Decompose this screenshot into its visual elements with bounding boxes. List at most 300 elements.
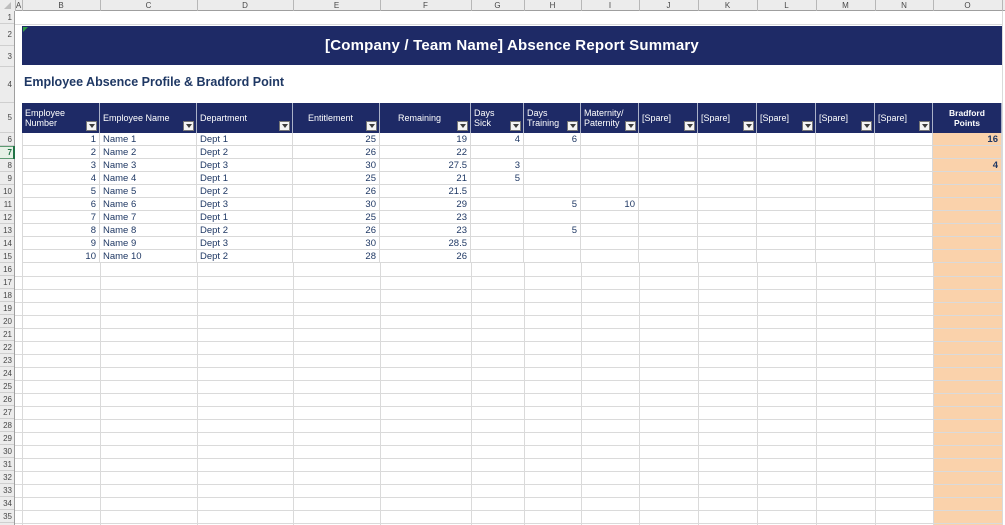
gridline-h — [15, 523, 1002, 524]
section-subtitle: Employee Absence Profile & Bradford Point — [24, 75, 285, 89]
gridline-h — [15, 315, 1002, 316]
cell-days_sick-row5[interactable] — [471, 185, 524, 198]
cell-spare_4-row2[interactable] — [816, 146, 875, 159]
cell-spare_1-row7[interactable] — [639, 211, 698, 224]
row-header-13[interactable]: 13 — [0, 224, 14, 237]
column-header-days_training[interactable] — [524, 103, 581, 133]
gridline-h — [15, 393, 1002, 394]
cell-spare_4-row7[interactable] — [816, 211, 875, 224]
row-header-18[interactable]: 18 — [0, 289, 14, 302]
cell-spare_2-row8[interactable] — [698, 224, 757, 237]
column-tick — [524, 0, 525, 11]
cell-spare_4-row5[interactable] — [816, 185, 875, 198]
cell-entitlement-row10[interactable]: 28 — [293, 250, 380, 263]
gridline-h — [15, 289, 1002, 290]
gridline-h — [15, 406, 1002, 407]
cell-remaining-row7[interactable]: 23 — [380, 211, 471, 224]
row-header-28[interactable]: 28 — [0, 419, 14, 432]
row-header-16[interactable]: 16 — [0, 263, 14, 276]
gridline-h — [15, 354, 1002, 355]
filter-button-spare_1[interactable] — [684, 121, 695, 131]
cell-days_training-row2[interactable] — [524, 146, 581, 159]
cell-remaining-row3[interactable]: 27.5 — [380, 159, 471, 172]
cell-days_training-row4[interactable] — [524, 172, 581, 185]
cell-maternity_paternity-row6[interactable]: 10 — [581, 198, 639, 211]
column-header-letter-N[interactable]: N — [901, 1, 907, 10]
column-tick — [293, 0, 294, 11]
cell-spare_2-row4[interactable] — [698, 172, 757, 185]
cell-bradford_points-row8[interactable] — [933, 224, 1002, 237]
cell-employee_number-row1[interactable]: 1 — [22, 133, 100, 146]
column-tick — [816, 0, 817, 11]
filter-button-employee_number[interactable] — [86, 121, 97, 131]
column-header-employee_name[interactable] — [100, 103, 197, 133]
cell-spare_5-row1[interactable] — [875, 133, 933, 146]
column-header-label: Department — [200, 113, 248, 123]
cell-employee_name-row1[interactable]: Name 1 — [100, 133, 197, 146]
gridline-h — [15, 24, 1002, 25]
filter-dropdown-icon — [805, 124, 811, 128]
cell-bradford_points-row5[interactable] — [933, 185, 1002, 198]
gridline-h — [15, 471, 1002, 472]
cell-spare_1-row8[interactable] — [639, 224, 698, 237]
cell-spare_2-row7[interactable] — [698, 211, 757, 224]
gridline-h — [15, 367, 1002, 368]
cell-spare_2-row10[interactable] — [698, 250, 757, 263]
column-tick — [698, 0, 699, 11]
gridline-v — [471, 263, 472, 525]
cell-spare_5-row3[interactable] — [875, 159, 933, 172]
cell-bradford_points-row6[interactable] — [933, 198, 1002, 211]
filter-dropdown-icon — [186, 124, 192, 128]
cell-bradford_points-row1[interactable]: 16 — [933, 133, 1002, 146]
cell-entitlement-row8[interactable]: 26 — [293, 224, 380, 237]
gridline-v — [875, 263, 876, 525]
row-header-21[interactable]: 21 — [0, 328, 14, 341]
cell-spare_1-row6[interactable] — [639, 198, 698, 211]
row-header-3[interactable]: 3 — [0, 46, 14, 67]
cell-remaining-row4[interactable]: 21 — [380, 172, 471, 185]
gridline-h — [15, 484, 1002, 485]
cell-employee_number-row6[interactable]: 6 — [22, 198, 100, 211]
gridline-h — [15, 380, 1002, 381]
filter-button-days_sick[interactable] — [510, 121, 521, 131]
cell-days_sick-row6[interactable] — [471, 198, 524, 211]
cell-entitlement-row6[interactable]: 30 — [293, 198, 380, 211]
row-header-32[interactable]: 32 — [0, 471, 14, 484]
cell-employee_number-row4[interactable]: 4 — [22, 172, 100, 185]
gridline-v — [933, 263, 934, 525]
column-header-letter-A[interactable]: A — [15, 1, 22, 10]
cell-spare_5-row4[interactable] — [875, 172, 933, 185]
row-header-12[interactable]: 12 — [0, 211, 14, 224]
cell-maternity_paternity-row10[interactable] — [581, 250, 639, 263]
cell-bradford_points-row7[interactable] — [933, 211, 1002, 224]
filter-button-remaining[interactable] — [457, 121, 468, 131]
column-header-label: [Spare] — [642, 113, 672, 123]
cell-employee_number-row9[interactable]: 9 — [22, 237, 100, 250]
column-tick — [1002, 0, 1003, 11]
cell-spare_5-row9[interactable] — [875, 237, 933, 250]
cell-employee_name-row2[interactable]: Name 2 — [100, 146, 197, 159]
cell-employee_number-row7[interactable]: 7 — [22, 211, 100, 224]
cell-days_training-row3[interactable] — [524, 159, 581, 172]
gridline-v — [197, 263, 198, 525]
column-header-letter-B[interactable]: B — [58, 1, 64, 10]
cell-employee_name-row6[interactable]: Name 6 — [100, 198, 197, 211]
cell-maternity_paternity-row3[interactable] — [581, 159, 639, 172]
cell-spare_5-row5[interactable] — [875, 185, 933, 198]
gridline-h — [15, 341, 1002, 342]
cell-days_sick-row9[interactable] — [471, 237, 524, 250]
column-tick — [380, 0, 381, 11]
cell-days_sick-row10[interactable] — [471, 250, 524, 263]
column-header-letter-C[interactable]: C — [145, 1, 152, 10]
cell-days_sick-row1[interactable]: 4 — [471, 133, 524, 146]
cell-days_training-row8[interactable]: 5 — [524, 224, 581, 237]
filter-dropdown-icon — [922, 124, 928, 128]
cell-bradford_points-row9[interactable] — [933, 237, 1002, 250]
row-header-17[interactable]: 17 — [0, 276, 14, 289]
cell-spare_3-row6[interactable] — [757, 198, 816, 211]
cell-spare_4-row4[interactable] — [816, 172, 875, 185]
filter-button-entitlement[interactable] — [366, 121, 377, 131]
column-header-label: [Spare] — [819, 113, 849, 123]
cell-spare_2-row5[interactable] — [698, 185, 757, 198]
column-header-letter-J[interactable]: J — [666, 1, 671, 10]
cell-spare_1-row2[interactable] — [639, 146, 698, 159]
column-header-days_sick[interactable] — [471, 103, 524, 133]
column-header-label: [Spare] — [878, 113, 908, 123]
cell-days_sick-row2[interactable] — [471, 146, 524, 159]
gridline-v — [639, 263, 640, 525]
cell-spare_3-row1[interactable] — [757, 133, 816, 146]
column-header-letter-K[interactable]: K — [724, 1, 731, 10]
row-header-23[interactable]: 23 — [0, 354, 14, 367]
column-header-label: Remaining — [397, 113, 442, 123]
cell-spare_4-row10[interactable] — [816, 250, 875, 263]
cell-spare_3-row10[interactable] — [757, 250, 816, 263]
column-header-spare_2[interactable] — [698, 103, 757, 133]
cell-employee_number-row3[interactable]: 3 — [22, 159, 100, 172]
cell-spare_3-row3[interactable] — [757, 159, 816, 172]
cell-days_sick-row8[interactable] — [471, 224, 524, 237]
cell-spare_1-row10[interactable] — [639, 250, 698, 263]
column-header-label: Employee Number — [25, 108, 66, 128]
cell-employee_name-row5[interactable]: Name 5 — [100, 185, 197, 198]
active-row-indicator — [13, 146, 15, 159]
filter-button-maternity_paternity[interactable] — [625, 121, 636, 131]
cell-bradford_points-row4[interactable] — [933, 172, 1002, 185]
cell-entitlement-row1[interactable]: 25 — [293, 133, 380, 146]
cell-days_training-row1[interactable]: 6 — [524, 133, 581, 146]
cell-department-row9[interactable]: Dept 3 — [197, 237, 293, 250]
filter-dropdown-icon — [89, 124, 95, 128]
report-title: [Company / Team Name] Absence Report Summary — [325, 37, 699, 54]
column-tick — [197, 0, 198, 11]
cell-days_training-row9[interactable] — [524, 237, 581, 250]
cell-bradford_points-row3[interactable]: 4 — [933, 159, 1002, 172]
column-header-label: Maternity/Paternity — [584, 108, 624, 128]
cell-spare_2-row6[interactable] — [698, 198, 757, 211]
cell-spare_5-row6[interactable] — [875, 198, 933, 211]
cell-department-row6[interactable]: Dept 3 — [197, 198, 293, 211]
column-tick — [757, 0, 758, 11]
filter-dropdown-icon — [369, 124, 375, 128]
cell-employee_name-row3[interactable]: Name 3 — [100, 159, 197, 172]
cell-spare_2-row9[interactable] — [698, 237, 757, 250]
cell-error-indicator-icon — [23, 27, 28, 32]
cell-spare_4-row8[interactable] — [816, 224, 875, 237]
row-header-29[interactable]: 29 — [0, 432, 14, 445]
cell-maternity_paternity-row2[interactable] — [581, 146, 639, 159]
column-header-remaining[interactable] — [380, 103, 471, 133]
gridline-h — [15, 445, 1002, 446]
cell-remaining-row10[interactable]: 26 — [380, 250, 471, 263]
cell-spare_2-row2[interactable] — [698, 146, 757, 159]
gridline-v — [100, 263, 101, 525]
row-header-26[interactable]: 26 — [0, 393, 14, 406]
cell-department-row2[interactable]: Dept 2 — [197, 146, 293, 159]
row-header-2[interactable]: 2 — [0, 24, 14, 46]
column-header-label: [Spare] — [701, 113, 731, 123]
cell-spare_3-row2[interactable] — [757, 146, 816, 159]
row-header-11[interactable]: 11 — [0, 198, 14, 211]
row-header-8[interactable]: 8 — [0, 159, 14, 172]
cell-bradford_points-row2[interactable] — [933, 146, 1002, 159]
cell-department-row4[interactable]: Dept 1 — [197, 172, 293, 185]
filter-button-employee_name[interactable] — [183, 121, 194, 131]
column-header-department[interactable] — [197, 103, 293, 133]
cell-spare_5-row7[interactable] — [875, 211, 933, 224]
cell-employee_name-row8[interactable]: Name 8 — [100, 224, 197, 237]
cell-days_training-row5[interactable] — [524, 185, 581, 198]
cell-days_sick-row3[interactable]: 3 — [471, 159, 524, 172]
cell-entitlement-row2[interactable]: 26 — [293, 146, 380, 159]
gridline-v — [816, 263, 817, 525]
column-header-spare_5[interactable] — [875, 103, 933, 133]
row-header-19[interactable]: 19 — [0, 302, 14, 315]
column-tick — [471, 0, 472, 11]
column-header-label: Employee Name — [103, 113, 170, 123]
column-header-employee_number[interactable] — [22, 103, 100, 133]
cell-remaining-row8[interactable]: 23 — [380, 224, 471, 237]
column-header-spare_4[interactable] — [816, 103, 875, 133]
cell-spare_4-row3[interactable] — [816, 159, 875, 172]
gridline-v — [1002, 11, 1003, 525]
cell-spare_1-row9[interactable] — [639, 237, 698, 250]
cell-maternity_paternity-row4[interactable] — [581, 172, 639, 185]
filter-dropdown-icon — [570, 124, 576, 128]
row-header-24[interactable]: 24 — [0, 367, 14, 380]
filter-dropdown-icon — [746, 124, 752, 128]
row-header-30[interactable]: 30 — [0, 445, 14, 458]
cell-spare_5-row10[interactable] — [875, 250, 933, 263]
column-header-letter-F[interactable]: F — [423, 1, 428, 10]
cell-maternity_paternity-row7[interactable] — [581, 211, 639, 224]
gridline-v — [698, 263, 699, 525]
row-header-22[interactable]: 22 — [0, 341, 14, 354]
column-header-label: [Spare] — [760, 113, 790, 123]
cell-remaining-row1[interactable]: 19 — [380, 133, 471, 146]
row-header-31[interactable]: 31 — [0, 458, 14, 471]
cell-spare_2-row3[interactable] — [698, 159, 757, 172]
filter-dropdown-icon — [864, 124, 870, 128]
row-header-27[interactable]: 27 — [0, 406, 14, 419]
column-header-letter-M[interactable]: M — [842, 1, 849, 10]
cell-spare_5-row2[interactable] — [875, 146, 933, 159]
column-tick — [22, 0, 23, 11]
cell-entitlement-row7[interactable]: 25 — [293, 211, 380, 224]
cell-maternity_paternity-row8[interactable] — [581, 224, 639, 237]
row-header-25[interactable]: 25 — [0, 380, 14, 393]
cell-remaining-row5[interactable]: 21.5 — [380, 185, 471, 198]
cell-spare_3-row4[interactable] — [757, 172, 816, 185]
cell-remaining-row6[interactable]: 29 — [380, 198, 471, 211]
gridline-v — [22, 263, 23, 525]
cell-spare_5-row8[interactable] — [875, 224, 933, 237]
cell-spare_3-row7[interactable] — [757, 211, 816, 224]
column-header-label: Entitlement — [307, 113, 354, 123]
row-header-6[interactable]: 6 — [0, 133, 14, 146]
filter-dropdown-icon — [628, 124, 634, 128]
cell-spare_1-row5[interactable] — [639, 185, 698, 198]
column-header-spare_3[interactable] — [757, 103, 816, 133]
column-header-letter-H[interactable]: H — [549, 1, 556, 10]
column-tick — [15, 0, 16, 11]
gridline-h — [15, 276, 1002, 277]
filter-button-spare_4[interactable] — [861, 121, 872, 131]
cell-days_training-row6[interactable]: 5 — [524, 198, 581, 211]
cell-days_training-row10[interactable] — [524, 250, 581, 263]
cell-remaining-row2[interactable]: 22 — [380, 146, 471, 159]
column-header-letter-D[interactable]: D — [242, 1, 248, 10]
cell-employee_name-row4[interactable]: Name 4 — [100, 172, 197, 185]
filter-dropdown-icon — [513, 124, 519, 128]
filter-button-days_training[interactable] — [567, 121, 578, 131]
cell-department-row5[interactable]: Dept 2 — [197, 185, 293, 198]
report-title-banner[interactable] — [22, 26, 1002, 65]
row-header-34[interactable]: 34 — [0, 497, 14, 510]
cell-employee_number-row2[interactable]: 2 — [22, 146, 100, 159]
column-tick — [875, 0, 876, 11]
cell-entitlement-row5[interactable]: 26 — [293, 185, 380, 198]
column-tick — [933, 0, 934, 11]
cell-department-row7[interactable]: Dept 1 — [197, 211, 293, 224]
cell-spare_4-row6[interactable] — [816, 198, 875, 211]
filter-button-spare_3[interactable] — [802, 121, 813, 131]
row-header-20[interactable]: 20 — [0, 315, 14, 328]
gridline-h — [15, 510, 1002, 511]
column-tick — [100, 0, 101, 11]
column-header-letter-O[interactable]: O — [964, 1, 971, 10]
gridline-v — [581, 263, 582, 525]
cell-remaining-row9[interactable]: 28.5 — [380, 237, 471, 250]
column-header-label: Bradford Points — [949, 108, 985, 128]
column-header-letter-G[interactable]: G — [494, 1, 501, 10]
cell-spare_4-row9[interactable] — [816, 237, 875, 250]
gridline-v — [757, 263, 758, 525]
row-header-4[interactable]: 4 — [0, 67, 14, 103]
cell-entitlement-row4[interactable]: 25 — [293, 172, 380, 185]
filter-button-department[interactable] — [279, 121, 290, 131]
column-header-spare_1[interactable] — [639, 103, 698, 133]
row-header-33[interactable]: 33 — [0, 484, 14, 497]
cell-spare_1-row1[interactable] — [639, 133, 698, 146]
cell-employee_number-row8[interactable]: 8 — [22, 224, 100, 237]
row-header-35[interactable]: 35 — [0, 510, 14, 523]
row-header-5[interactable]: 5 — [0, 103, 14, 133]
cell-employee_name-row10[interactable]: Name 10 — [100, 250, 197, 263]
cell-spare_1-row4[interactable] — [639, 172, 698, 185]
column-header-bradford_points[interactable] — [933, 103, 1002, 133]
column-tick — [639, 0, 640, 11]
gridline-h — [15, 302, 1002, 303]
cell-employee_name-row7[interactable]: Name 7 — [100, 211, 197, 224]
filter-button-spare_5[interactable] — [919, 121, 930, 131]
cell-employee_number-row5[interactable]: 5 — [22, 185, 100, 198]
cell-entitlement-row9[interactable]: 30 — [293, 237, 380, 250]
row-header-10[interactable]: 10 — [0, 185, 14, 198]
gridline-v — [524, 263, 525, 525]
filter-dropdown-icon — [282, 124, 288, 128]
cell-spare_1-row3[interactable] — [639, 159, 698, 172]
select-all-corner[interactable] — [0, 0, 15, 11]
cell-employee_name-row9[interactable]: Name 9 — [100, 237, 197, 250]
cell-department-row8[interactable]: Dept 2 — [197, 224, 293, 237]
gridline-h — [15, 328, 1002, 329]
column-header-entitlement[interactable] — [293, 103, 380, 133]
cell-days_sick-row7[interactable] — [471, 211, 524, 224]
gridline-v — [293, 263, 294, 525]
cell-maternity_paternity-row5[interactable] — [581, 185, 639, 198]
row-header-9[interactable]: 9 — [0, 172, 14, 185]
cell-bradford_points-row10[interactable] — [933, 250, 1002, 263]
cell-days_training-row7[interactable] — [524, 211, 581, 224]
row-header-1[interactable]: 1 — [0, 11, 14, 24]
row-header-7[interactable]: 7 — [0, 146, 14, 159]
gridline-h — [15, 497, 1002, 498]
gridline-v — [380, 263, 381, 525]
gridline-h — [15, 432, 1002, 433]
gridline-h — [15, 419, 1002, 420]
column-header-letter-I[interactable]: I — [608, 1, 612, 10]
cell-spare_3-row8[interactable] — [757, 224, 816, 237]
row-header-15[interactable]: 15 — [0, 250, 14, 263]
cell-spare_3-row5[interactable] — [757, 185, 816, 198]
column-header-letter-E[interactable]: E — [333, 1, 340, 10]
cell-department-row10[interactable]: Dept 2 — [197, 250, 293, 263]
column-header-letter-L[interactable]: L — [784, 1, 789, 10]
filter-button-spare_2[interactable] — [743, 121, 754, 131]
cell-entitlement-row3[interactable]: 30 — [293, 159, 380, 172]
column-header-label: Days Sick — [474, 108, 495, 128]
cell-employee_number-row10[interactable]: 10 — [22, 250, 100, 263]
column-header-maternity_paternity[interactable] — [581, 103, 639, 133]
cell-maternity_paternity-row9[interactable] — [581, 237, 639, 250]
cell-department-row3[interactable]: Dept 3 — [197, 159, 293, 172]
cell-spare_3-row9[interactable] — [757, 237, 816, 250]
gridline-h — [15, 458, 1002, 459]
cell-department-row1[interactable]: Dept 1 — [197, 133, 293, 146]
select-all-icon — [4, 2, 11, 9]
cell-spare_2-row1[interactable] — [698, 133, 757, 146]
row-header-14[interactable]: 14 — [0, 237, 14, 250]
cell-maternity_paternity-row1[interactable] — [581, 133, 639, 146]
column-header-label: Days Training — [527, 108, 560, 128]
cell-spare_4-row1[interactable] — [816, 133, 875, 146]
cell-days_sick-row4[interactable]: 5 — [471, 172, 524, 185]
